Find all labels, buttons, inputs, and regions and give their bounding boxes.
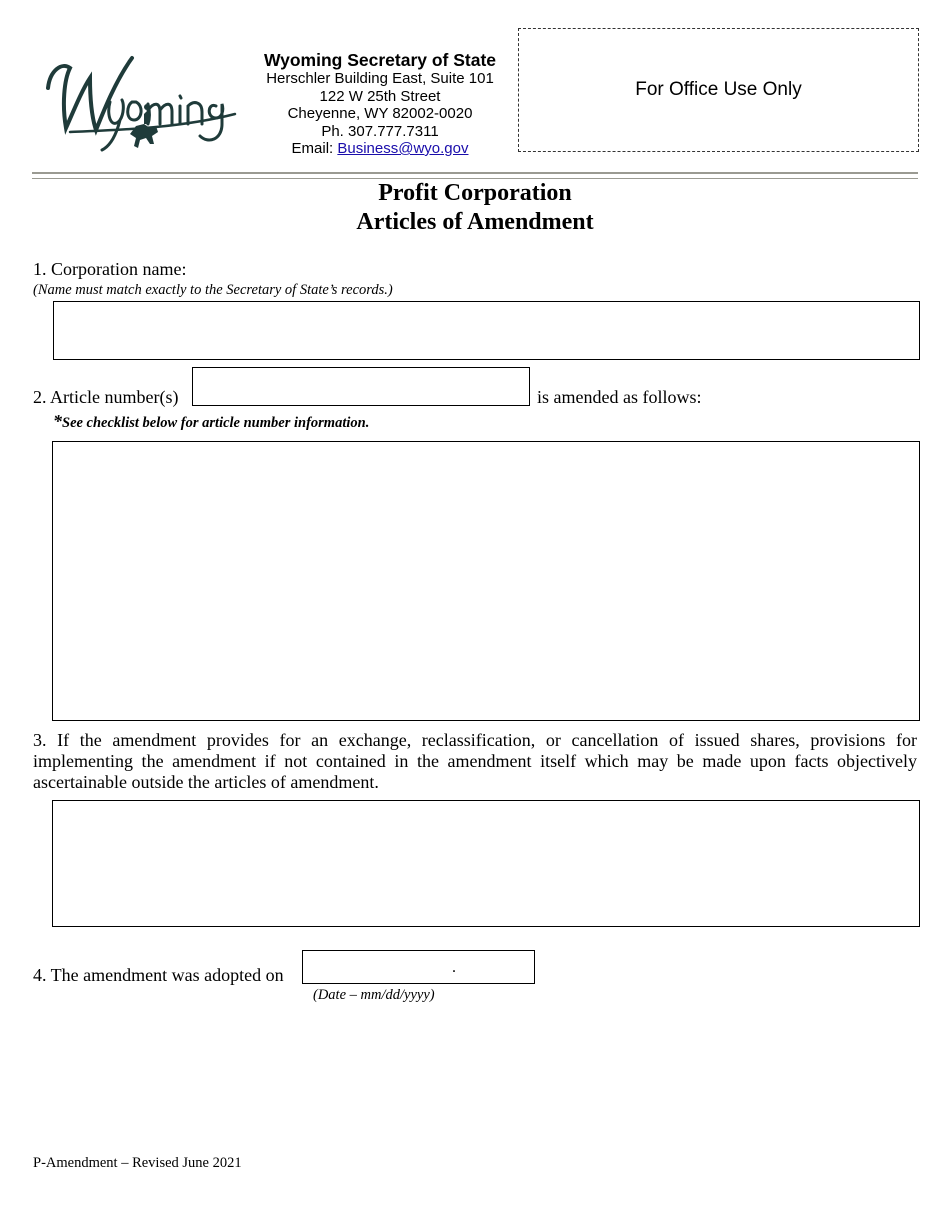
corporation-name-field[interactable] (53, 301, 920, 360)
office-use-box (518, 28, 919, 152)
address-line-2: 122 W 25th Street (319, 87, 441, 105)
note-asterisk: * (53, 411, 62, 431)
adoption-date-label: 4. The amendment was adopted on (33, 965, 284, 985)
article-number-note-text: See checklist below for article number information. (62, 415, 370, 431)
amendment-text-field[interactable] (52, 441, 920, 721)
article-number-note (53, 411, 369, 432)
adoption-date-hint: (Date – mm/dd/yyyy) (313, 987, 435, 1003)
share-provisions-label: 3. If the amendment provides for an exchange, reclassification, or cancellation of issued shares, provisions for implementing the amendment if not contained in the amendment itself which may be made upon facts objectively ascertainable outside the articles of amendment. (33, 730, 917, 792)
corporation-name-note: (Name must match exactly to the Secretary of State’s records.) (33, 282, 393, 298)
header-divider-thin (32, 178, 918, 179)
form-title: Profit Corporation (378, 180, 572, 206)
corporation-name-label: 1. Corporation name: (33, 259, 187, 279)
office-use-label: For Office Use Only (635, 79, 802, 100)
article-number-field[interactable] (192, 367, 530, 406)
wyoming-logo (40, 40, 240, 155)
address-line-3: Cheyenne, WY 82002-0020 (287, 105, 473, 122)
agency-name: Wyoming Secretary of State (263, 50, 497, 70)
agency-address-block (245, 50, 515, 158)
email-label: Email: (291, 140, 338, 157)
adoption-date-field[interactable] (302, 950, 535, 984)
email-link[interactable]: Business@wyo.gov (337, 140, 469, 157)
adoption-date-period: . (452, 959, 456, 976)
email-line (245, 140, 515, 158)
form-revision: P-Amendment – Revised June 2021 (33, 1155, 242, 1171)
amended-as-follows-label: is amended as follows: (537, 387, 702, 407)
form-subtitle: Articles of Amendment (356, 209, 594, 235)
address-line-1: Herschler Building East, Suite 101 (266, 70, 494, 87)
phone-number: Ph. 307.777.7311 (321, 122, 439, 140)
header-divider (32, 172, 918, 174)
article-number-label: 2. Article number(s) (33, 387, 179, 407)
share-provisions-field[interactable] (52, 800, 920, 927)
